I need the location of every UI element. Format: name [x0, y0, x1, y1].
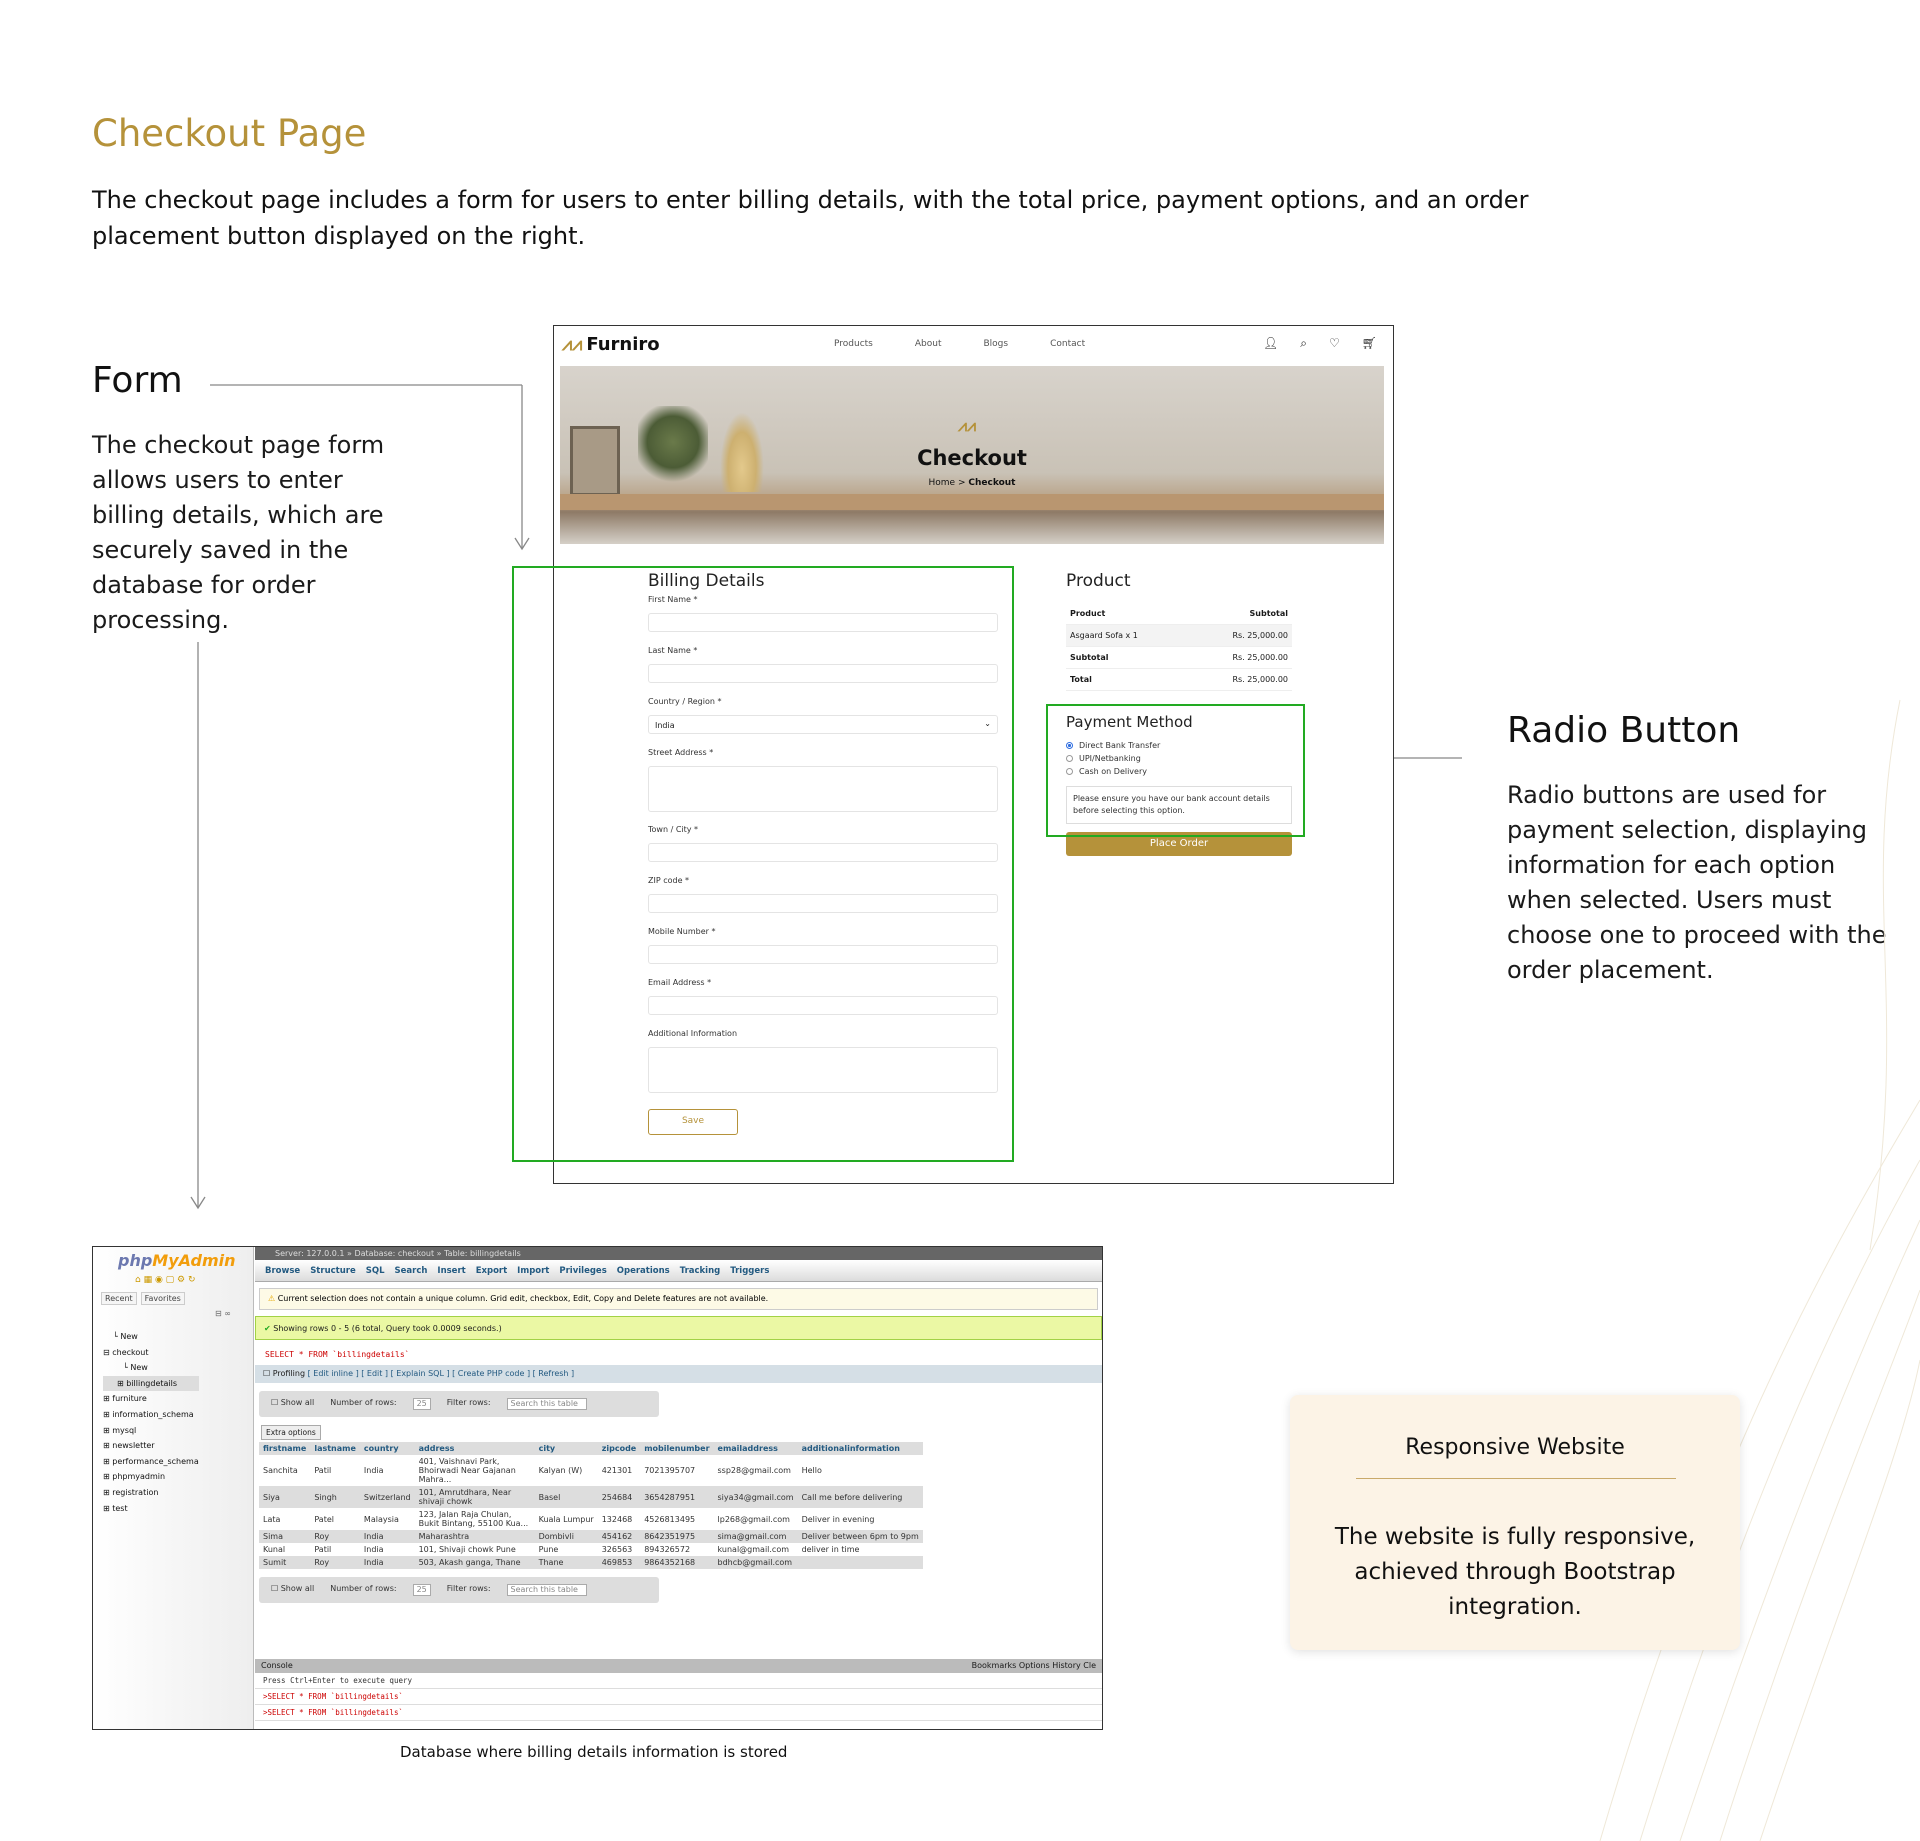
table-cell-firstname: Kunal	[263, 1545, 286, 1554]
radio-label: UPI/Netbanking	[1079, 754, 1141, 763]
console-history-line[interactable]: >SELECT * FROM `billingdetails`	[255, 1705, 1102, 1721]
breadcrumb-separator: >	[957, 478, 966, 488]
table-row	[259, 1530, 923, 1543]
table-cell-lastname: Patil	[314, 1545, 332, 1554]
table-cell-firstname: Siya	[259, 1486, 310, 1508]
table-cell-city: Pune	[538, 1545, 559, 1554]
breadcrumb-current: Checkout	[968, 478, 1016, 488]
tab-import[interactable]: Import	[517, 1265, 550, 1276]
tab-triggers[interactable]: Triggers	[730, 1265, 770, 1276]
tree-item-label: New	[130, 1363, 148, 1373]
table-cell-firstname: Sumit	[259, 1556, 310, 1569]
tree-item-registration[interactable]: ⊞ registration	[103, 1487, 159, 1497]
table-cell-mobilenumber: 894326572	[644, 1545, 691, 1554]
tree-item-label: performance_schema	[112, 1456, 199, 1466]
tree-item-label: newsletter	[112, 1441, 155, 1451]
table-cell-lastname: Patel	[314, 1514, 334, 1524]
town-label: Town / City *	[648, 825, 699, 834]
extra-options-button[interactable]: Extra options	[261, 1425, 321, 1440]
product-table	[1066, 603, 1292, 691]
table-cell-country: India	[363, 1545, 384, 1554]
nav-products[interactable]: Products	[834, 339, 873, 349]
filter-input[interactable]: Search this table	[507, 1584, 587, 1596]
tab-operations[interactable]: Operations	[616, 1265, 670, 1276]
furniro-logo-icon: ⩘⩘	[562, 334, 583, 355]
show-all-checkbox[interactable]: ☐ Show all	[271, 1584, 315, 1593]
table-cell-country: Malaysia	[363, 1514, 399, 1524]
save-button[interactable]: Save	[648, 1109, 738, 1135]
chevron-down-icon: ⌄	[984, 719, 991, 728]
rows-label: Number of rows:	[330, 1398, 397, 1407]
tree-item-label: registration	[112, 1487, 159, 1497]
console-bar[interactable]	[255, 1659, 1102, 1673]
street-label: Street Address *	[648, 748, 714, 757]
table-cell-mobilenumber: 9864352168	[640, 1556, 713, 1569]
total-label: Total	[1070, 675, 1092, 684]
tree-item-label: information_schema	[112, 1409, 194, 1419]
head-product: Product	[1070, 609, 1106, 618]
tree-item-billingdetails[interactable]: ⊞ billingdetails	[103, 1376, 199, 1392]
pma-logo-php: php	[118, 1251, 153, 1270]
subtotal-value: Rs. 25,000.00	[1232, 653, 1288, 662]
radio-label: Cash on Delivery	[1079, 767, 1147, 776]
profiling-label[interactable]: Profiling	[272, 1369, 306, 1378]
table-row	[1066, 669, 1292, 691]
tree-item-label: mysql	[112, 1425, 137, 1435]
col-city[interactable]: city	[535, 1442, 598, 1455]
table-cell-lastname: Singh	[310, 1486, 360, 1508]
table-cell-address: 101, Amrutdhara, Near shivaji chowk	[415, 1486, 535, 1508]
nav-contact[interactable]: Contact	[1050, 339, 1086, 349]
table-row	[259, 1556, 923, 1569]
card-title: Responsive Website	[1405, 1435, 1625, 1460]
table-cell-additionalinformation: Call me before delivering	[798, 1486, 923, 1508]
warning-message	[259, 1288, 1098, 1310]
warning-icon: ⚠	[268, 1294, 276, 1303]
rows-select[interactable]: 25	[413, 1398, 431, 1410]
results-table	[259, 1442, 923, 1569]
table-header-row	[259, 1442, 923, 1455]
table-cell-zipcode: 132468	[601, 1514, 633, 1524]
card-body: The website is fully responsive, achieved through Bootstrap integration.	[1334, 1524, 1696, 1620]
item-name: Asgaard Sofa x 1	[1070, 631, 1138, 640]
filter-bar-top	[259, 1391, 659, 1417]
country-label: Country / Region *	[648, 697, 722, 706]
collapse-icon[interactable]: ⊟ ∞	[215, 1309, 231, 1318]
table-cell-address: Maharashtra	[415, 1530, 535, 1543]
billing-title: Billing Details	[648, 571, 765, 591]
tab-search[interactable]: Search	[394, 1265, 428, 1276]
table-cell-mobilenumber: 7021395707	[644, 1466, 696, 1475]
table-cell-country: India	[360, 1556, 415, 1569]
table-cell-emailaddress: bdhcb@gmail.com	[714, 1556, 798, 1569]
tab-structure[interactable]: Structure	[310, 1265, 356, 1276]
table-cell-lastname: Roy	[310, 1556, 360, 1569]
hero-banner	[560, 366, 1384, 544]
form-description: The checkout page form allows users to enter billing details, which are securely saved in the database for order processing.	[92, 431, 385, 634]
phpmyadmin-screenshot	[92, 1246, 1103, 1730]
tree-item-new[interactable]: └ New	[123, 1363, 148, 1373]
filter-bar-bottom	[259, 1577, 659, 1603]
table-cell-additionalinformation: deliver in time	[801, 1545, 860, 1554]
tree-item-information-schema[interactable]: ⊞ information_schema	[103, 1409, 194, 1419]
table-cell-address: 503, Akash ganga, Thane	[415, 1556, 535, 1569]
table-cell-city: Kuala Lumpur	[538, 1514, 594, 1524]
table-row	[259, 1455, 923, 1486]
page-description: The checkout page includes a form for users to enter billing details, with the total price, payment options, and an order placement button displayed on the right.	[92, 186, 1529, 250]
brand-name: Furniro	[586, 334, 660, 355]
table-cell-city: Thane	[535, 1556, 598, 1569]
additional-label: Additional Information	[648, 1029, 738, 1038]
tab-sql[interactable]: SQL	[365, 1265, 385, 1276]
table-cell-country: Switzerland	[360, 1486, 415, 1508]
country-value: India	[655, 721, 675, 730]
radio-description: Radio buttons are used for payment selection, displaying information for each option when selected. Users must choose one to proceed with the order placement.	[1507, 781, 1887, 984]
tree-item-test[interactable]: ⊞ test	[103, 1503, 128, 1513]
place-order-button[interactable]: Place Order	[1066, 832, 1292, 856]
table-cell-mobilenumber: 3654287951	[640, 1486, 713, 1508]
sql-query: SELECT * FROM `billingdetails`	[265, 1350, 410, 1359]
tree-item-new[interactable]: └ New	[113, 1332, 138, 1341]
table-cell-mobilenumber: 8642351975	[640, 1530, 713, 1543]
first-name-label: First Name *	[648, 595, 698, 604]
payment-title: Payment Method	[1066, 713, 1193, 731]
email-label: Email Address *	[648, 978, 712, 987]
filter-input[interactable]: Search this table	[507, 1398, 587, 1410]
rows-label: Number of rows:	[330, 1584, 397, 1593]
console-panel	[255, 1659, 1102, 1729]
table-cell-additionalinformation: Deliver in evening	[801, 1514, 875, 1524]
col-mobilenumber[interactable]: mobilenumber	[640, 1442, 713, 1455]
table-cell-zipcode: 454162	[598, 1530, 641, 1543]
col-additionalinformation[interactable]: additionalinformation	[798, 1442, 923, 1455]
table-cell-additionalinformation: Deliver between 6pm to 9pm	[798, 1530, 923, 1543]
tree-item-label: billingdetails	[126, 1378, 178, 1388]
pma-main	[255, 1247, 1102, 1729]
console-links[interactable]: Bookmarks Options History Cle	[971, 1661, 1096, 1670]
tree-item-label: test	[112, 1503, 128, 1513]
user-icon[interactable]: 👤︎	[1263, 336, 1279, 350]
table-row	[1066, 625, 1292, 647]
tree-item-checkout[interactable]: ⊟ checkout	[103, 1347, 149, 1357]
tab-insert[interactable]: Insert	[437, 1265, 466, 1276]
subtotal-label: Subtotal	[1070, 653, 1109, 662]
table-cell-address: 123, Jalan Raja Chulan, Bukit Bintang, 55100 Kua...	[418, 1510, 529, 1528]
pma-home-icons[interactable]: ⌂ ▦ ◉ ▢ ⚙ ↻	[135, 1275, 196, 1285]
show-all-checkbox[interactable]: ☐ Show all	[271, 1398, 315, 1407]
breadcrumb	[560, 478, 1384, 488]
table-cell-country: India	[363, 1466, 384, 1475]
profiling-bar: ☐ Profiling [ Edit inline ] [ Edit ] [ Explain SQL ] [ Create PHP code ] [ Refresh ]	[255, 1365, 1102, 1383]
heart-icon[interactable]: ♡	[1329, 336, 1340, 350]
nav-about[interactable]: About	[914, 339, 942, 349]
card-divider	[1356, 1478, 1676, 1479]
table-cell-address: 101, Shivaji chowk Pune	[418, 1545, 516, 1554]
table-cell-city: Dombivli	[535, 1530, 598, 1543]
table-cell-emailaddress: ssp28@gmail.com	[717, 1466, 791, 1475]
search-icon[interactable]: ⌕	[1300, 336, 1307, 350]
table-cell-city: Kalyan (W)	[538, 1466, 583, 1475]
table-cell-country: India	[360, 1530, 415, 1543]
table-cell-additionalinformation: Hello	[801, 1466, 822, 1475]
database-tree	[103, 1329, 199, 1516]
tab-tracking[interactable]: Tracking	[679, 1265, 721, 1276]
col-emailaddress[interactable]: emailaddress	[714, 1442, 798, 1455]
tree-item-label: checkout	[112, 1347, 149, 1357]
table-cell-zipcode: 254684	[598, 1486, 641, 1508]
table-cell-additionalinformation	[798, 1556, 923, 1569]
table-cell-lastname: Patil	[314, 1466, 332, 1475]
tree-item-furniture[interactable]: ⊞ furniture	[103, 1394, 147, 1404]
table-cell-zipcode: 326563	[601, 1545, 633, 1554]
hero-logo-icon: ⩘⩘	[958, 416, 977, 435]
table-cell-city: Basel	[535, 1486, 598, 1508]
last-name-label: Last Name *	[648, 646, 698, 655]
tab-favorites[interactable]: Favorites	[141, 1292, 185, 1305]
show-all-label: Show all	[280, 1398, 315, 1407]
table-row	[259, 1508, 923, 1530]
radio-heading: Radio Button	[1507, 710, 1741, 751]
table-row	[259, 1486, 923, 1508]
form-highlight-box	[512, 566, 1014, 1162]
col-address[interactable]: address	[415, 1442, 535, 1455]
tree-item-phpmyadmin[interactable]: ⊞ phpmyadmin	[103, 1472, 166, 1482]
tree-item-mysql[interactable]: ⊞ mysql	[103, 1425, 137, 1435]
table-cell-lastname: Roy	[310, 1530, 360, 1543]
head-subtotal: Subtotal	[1249, 609, 1288, 618]
tree-item-label: furniture	[112, 1394, 147, 1404]
table-cell-emailaddress: kunal@gmail.com	[717, 1545, 790, 1554]
nav-blogs[interactable]: Blogs	[983, 339, 1009, 349]
breadcrumb-home[interactable]: Home	[928, 478, 956, 488]
col-country[interactable]: country	[360, 1442, 415, 1455]
col-lastname[interactable]: lastname	[310, 1442, 360, 1455]
tab-privileges[interactable]: Privileges	[559, 1265, 607, 1276]
tree-item-label: phpmyadmin	[112, 1472, 166, 1482]
table-row	[259, 1543, 923, 1556]
table-cell-emailaddress: lp268@gmail.com	[717, 1514, 790, 1524]
col-zipcode[interactable]: zipcode	[598, 1442, 641, 1455]
hero-title: Checkout	[917, 446, 1027, 470]
table-cell-firstname: Lata	[263, 1514, 281, 1524]
table-cell-emailaddress: sima@gmail.com	[714, 1530, 798, 1543]
table-header	[1066, 603, 1292, 625]
total-value: Rs. 25,000.00	[1232, 675, 1288, 684]
console-hint: Press Ctrl+Enter to execute query	[255, 1673, 1102, 1689]
table-cell-emailaddress: siya34@gmail.com	[714, 1486, 798, 1508]
item-price: Rs. 25,000.00	[1232, 631, 1288, 640]
tree-item-performance-schema[interactable]: ⊞ performance_schema	[103, 1456, 199, 1466]
tree-item-label: New	[120, 1332, 138, 1341]
navbar	[554, 326, 1393, 364]
table-cell-mobilenumber: 4526813495	[644, 1514, 696, 1524]
col-firstname[interactable]: firstname	[259, 1442, 310, 1455]
form-heading: Form	[92, 360, 183, 401]
tab-recent[interactable]: Recent	[101, 1292, 137, 1305]
product-summary	[1066, 571, 1296, 691]
table-cell-zipcode: 421301	[601, 1466, 633, 1475]
warning-text: Current selection does not contain a unique column. Grid edit, checkbox, Edit, Copy and Delete features are not available.	[277, 1294, 769, 1303]
rows-select[interactable]: 25	[413, 1584, 431, 1596]
table-cell-address: 401, Vaishnavi Park, Bhoirwadi Near Gajanan Mahra...	[418, 1457, 516, 1484]
page-title: Checkout Page	[92, 112, 367, 155]
table-cell-firstname: Sima	[259, 1530, 310, 1543]
success-message	[255, 1316, 1102, 1340]
tab-browse[interactable]: Browse	[265, 1265, 301, 1276]
brand-logo[interactable]	[562, 334, 660, 355]
pma-logo-myadmin: MyAdmin	[152, 1251, 236, 1270]
filter-label: Filter rows:	[446, 1584, 491, 1593]
table-cell-firstname: Sanchita	[263, 1466, 298, 1475]
console-history-line[interactable]: >SELECT * FROM `billingdetails`	[255, 1689, 1102, 1705]
pma-sidebar	[93, 1247, 254, 1729]
mobile-label: Mobile Number *	[648, 927, 716, 936]
console-label: Console	[261, 1661, 293, 1670]
payment-highlight-box	[1046, 704, 1305, 837]
table-cell-zipcode: 469853	[598, 1556, 641, 1569]
table-row	[1066, 647, 1292, 669]
zip-label: ZIP code *	[648, 876, 690, 885]
tab-export[interactable]: Export	[475, 1265, 508, 1276]
filter-label: Filter rows:	[446, 1398, 491, 1407]
success-text: Showing rows 0 - 5 (6 total, Query took 0.0009 seconds.)	[273, 1324, 502, 1333]
payment-note: Please ensure you have our bank account details before selecting this option.	[1066, 786, 1292, 824]
product-title: Product	[1066, 571, 1131, 591]
pma-toolbar	[255, 1260, 1102, 1282]
cart-icon[interactable]: 🛒︎	[1361, 336, 1377, 350]
pma-caption: Database where billing details information is stored	[400, 1743, 788, 1761]
show-all-label: Show all	[280, 1584, 315, 1593]
check-icon: ✔	[264, 1324, 271, 1333]
hero-shelf	[560, 494, 1384, 510]
tree-item-newsletter[interactable]: ⊞ newsletter	[103, 1441, 155, 1451]
pma-breadcrumb: Server: 127.0.0.1 » Database: checkout » Table: billingdetails	[255, 1247, 1102, 1260]
profiling-links[interactable]: [ Edit inline ] [ Edit ] [ Explain SQL ] [ Create PHP code ] [ Refresh ]	[307, 1369, 575, 1378]
responsive-card	[1290, 1395, 1740, 1650]
pma-logo[interactable]	[118, 1251, 236, 1270]
radio-label: Direct Bank Transfer	[1079, 741, 1161, 750]
